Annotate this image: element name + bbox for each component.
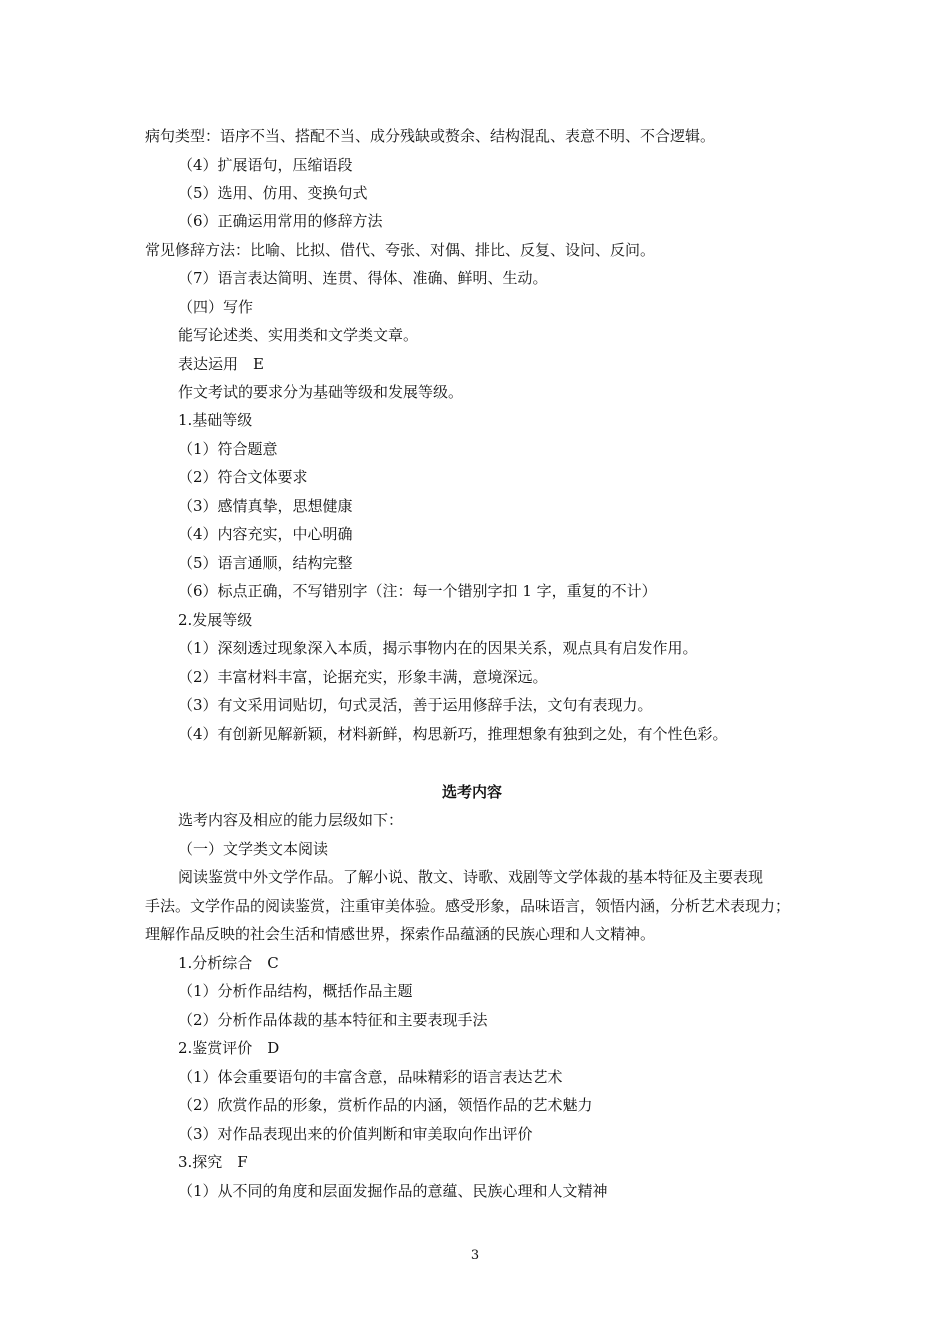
text-line: （四）写作	[178, 298, 254, 316]
paragraph-line: 理解作品反映的社会生活和情感世界，探索作品蕴涵的民族心理和人文精神。	[145, 925, 656, 943]
text-line: （2）欣赏作品的形象，赏析作品的内涵，领悟作品的艺术魅力	[178, 1096, 593, 1114]
text-line: 2.发展等级	[178, 611, 253, 629]
text-line: （6）正确运用常用的修辞方法	[178, 212, 383, 230]
paragraph-line: 手法。文学作品的阅读鉴赏，注重审美体验。感受形象，品味语言，领悟内涵，分析艺术表现力；	[145, 897, 791, 915]
text-line: 1.基础等级	[178, 411, 253, 429]
text-line: 病句类型：语序不当、搭配不当、成分残缺或赘余、结构混乱、表意不明、不合逻辑。	[145, 127, 716, 145]
text-line: （5）语言通顺，结构完整	[178, 554, 353, 572]
text-line: （2）丰富材料丰富，论据充实，形象丰满，意境深远。	[178, 668, 548, 686]
text-line: （1）符合题意	[178, 440, 278, 458]
text-line: （7）语言表达简明、连贯、得体、准确、鲜明、生动。	[178, 269, 548, 287]
text-line: （1）体会重要语句的丰富含意，品味精彩的语言表达艺术	[178, 1068, 563, 1086]
text-line: （6）标点正确，不写错别字（注：每一个错别字扣 1 字，重复的不计）	[178, 582, 657, 600]
text-line: （1）从不同的角度和层面发掘作品的意蕴、民族心理和人文精神	[178, 1182, 608, 1200]
text-line: 选考内容及相应的能力层级如下：	[178, 811, 404, 829]
text-line: 作文考试的要求分为基础等级和发展等级。	[178, 383, 464, 401]
page-number: 3	[470, 1248, 480, 1263]
text-line: 1.分析综合 C	[178, 954, 279, 972]
text-line: （3）有文采用词贴切，句式灵活，善于运用修辞手法，文句有表现力。	[178, 696, 653, 714]
text-line: 常见修辞方法：比喻、比拟、借代、夸张、对偶、排比、反复、设问、反问。	[145, 241, 656, 259]
text-line: （5）选用、仿用、变换句式	[178, 184, 368, 202]
section-title: 选考内容	[442, 783, 503, 801]
text-line: （1）分析作品结构，概括作品主题	[178, 982, 413, 1000]
text-line: （4）扩展语句，压缩语段	[178, 156, 353, 174]
paragraph-line: 阅读鉴赏中外文学作品。了解小说、散文、诗歌、戏剧等文学体裁的基本特征及主要表现	[178, 868, 764, 886]
text-line: 表达运用 E	[178, 355, 264, 373]
text-line: （2）分析作品体裁的基本特征和主要表现手法	[178, 1011, 488, 1029]
text-line: 能写论述类、实用类和文学类文章。	[178, 326, 419, 344]
text-line: （2）符合文体要求	[178, 468, 308, 486]
text-line: （3）对作品表现出来的价值判断和审美取向作出评价	[178, 1125, 533, 1143]
text-line: （3）感情真挚，思想健康	[178, 497, 353, 515]
text-line: （1）深刻透过现象深入本质，揭示事物内在的因果关系，观点具有启发作用。	[178, 639, 698, 657]
text-line: （4）有创新见解新颖，材料新鲜，构思新巧，推理想象有独到之处，有个性色彩。	[178, 725, 728, 743]
text-line: （一）文学类文本阅读	[178, 840, 329, 858]
text-line: 3.探究 F	[178, 1153, 248, 1171]
text-line: （4）内容充实，中心明确	[178, 525, 353, 543]
text-line: 2.鉴赏评价 D	[178, 1039, 280, 1057]
